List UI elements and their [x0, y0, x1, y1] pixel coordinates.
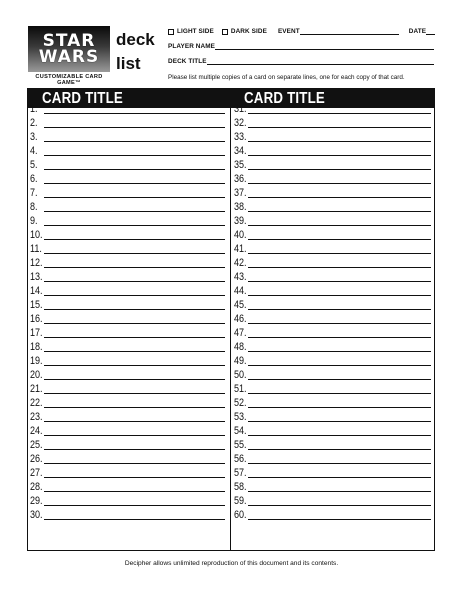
deck-title-field[interactable] — [207, 58, 434, 65]
card-title-field[interactable] — [44, 327, 225, 338]
card-line-right[interactable] — [234, 199, 431, 213]
card-line-left[interactable] — [30, 171, 225, 185]
line-number: 12. — [30, 257, 43, 269]
column-divider — [230, 108, 231, 551]
card-line-right[interactable] — [234, 339, 431, 353]
card-title-field[interactable] — [44, 117, 225, 128]
card-line-right[interactable] — [234, 353, 431, 367]
line-number: 49. — [234, 355, 247, 367]
card-title-field[interactable] — [248, 411, 431, 422]
line-number: 40. — [234, 229, 247, 241]
card-title-field[interactable] — [248, 215, 431, 226]
line-number: 14. — [30, 285, 43, 297]
player-name-field[interactable] — [215, 43, 434, 50]
card-title-field[interactable] — [248, 299, 431, 310]
card-title-field[interactable] — [44, 187, 225, 198]
card-line-right[interactable] — [234, 283, 431, 297]
line-number: 47. — [234, 327, 247, 339]
line-number: 7. — [30, 187, 38, 199]
card-line-right[interactable] — [234, 115, 431, 129]
card-line-left[interactable] — [30, 381, 225, 395]
logo-emblem — [28, 26, 110, 72]
line-number: 25. — [30, 439, 43, 451]
card-line-left[interactable] — [30, 297, 225, 311]
line-number: 27. — [30, 467, 43, 479]
card-line-left[interactable] — [30, 507, 225, 521]
date-label: DATE — [408, 28, 427, 35]
line-number: 23. — [30, 411, 43, 423]
card-line-right[interactable] — [234, 227, 431, 241]
line-number: 18. — [30, 341, 43, 353]
card-title-field[interactable] — [248, 229, 431, 240]
line-number: 52. — [234, 397, 247, 409]
line-number: 20. — [30, 369, 43, 381]
card-title-field[interactable] — [44, 103, 225, 114]
line-number: 45. — [234, 299, 247, 311]
card-line-right[interactable] — [234, 437, 431, 451]
line-number: 26. — [30, 453, 43, 465]
card-title-field[interactable] — [248, 243, 431, 254]
card-line-right[interactable] — [234, 493, 431, 507]
line-number: 5. — [30, 159, 38, 171]
card-line-left[interactable] — [30, 451, 225, 465]
card-line-left[interactable] — [30, 143, 225, 157]
page-title — [116, 28, 166, 76]
line-number: 51. — [234, 383, 247, 395]
line-number: 31. — [234, 103, 247, 115]
card-title-field[interactable] — [248, 327, 431, 338]
card-line-left[interactable] — [30, 437, 225, 451]
line-number: 13. — [30, 271, 43, 283]
card-line-right[interactable] — [234, 129, 431, 143]
line-number: 1. — [30, 103, 38, 115]
card-title-field[interactable] — [44, 355, 225, 366]
card-title-field[interactable] — [248, 257, 431, 268]
card-line-left[interactable] — [30, 227, 225, 241]
line-number: 21. — [30, 383, 43, 395]
line-number: 53. — [234, 411, 247, 423]
card-line-left[interactable] — [30, 157, 225, 171]
card-line-right[interactable] — [234, 423, 431, 437]
left-column-title: CARD TITLE — [42, 90, 123, 107]
logo-line-2: WARS — [38, 47, 100, 67]
card-line-right[interactable] — [234, 213, 431, 227]
card-title-field[interactable] — [248, 313, 431, 324]
line-number: 9. — [30, 215, 38, 227]
player-name-label: PLAYER NAME — [168, 43, 216, 50]
dark-side-checkbox[interactable] — [222, 29, 228, 35]
card-title-field[interactable] — [44, 411, 225, 422]
line-number: 58. — [234, 481, 247, 493]
line-number: 56. — [234, 453, 247, 465]
card-title-field[interactable] — [44, 509, 225, 520]
card-title-field[interactable] — [44, 131, 225, 142]
card-title-field[interactable] — [248, 509, 431, 520]
card-title-field[interactable] — [44, 439, 225, 450]
card-title-field[interactable] — [44, 173, 225, 184]
card-line-left[interactable] — [30, 367, 225, 381]
line-number: 8. — [30, 201, 38, 213]
light-side-checkbox[interactable] — [168, 29, 174, 35]
card-line-left[interactable] — [30, 129, 225, 143]
card-line-right[interactable] — [234, 311, 431, 325]
player-name-row — [168, 43, 434, 50]
card-title-field[interactable] — [248, 369, 431, 380]
footer-note: Decipher allows unlimited reproduction of this document and its contents. — [124, 560, 339, 567]
line-number: 39. — [234, 215, 247, 227]
card-title-field[interactable] — [248, 103, 431, 114]
card-title-field[interactable] — [248, 481, 431, 492]
line-number: 35. — [234, 159, 247, 171]
card-title-field[interactable] — [44, 453, 225, 464]
card-title-field[interactable] — [248, 355, 431, 366]
line-number: 32. — [234, 117, 247, 129]
card-title-field[interactable] — [44, 481, 225, 492]
card-line-right[interactable] — [234, 409, 431, 423]
deck-title-label: DECK TITLE — [168, 58, 207, 65]
card-title-field[interactable] — [44, 397, 225, 408]
card-line-right[interactable] — [234, 241, 431, 255]
event-label: EVENT — [277, 28, 300, 35]
line-number: 60. — [234, 509, 247, 521]
line-number: 48. — [234, 341, 247, 353]
card-title-field[interactable] — [44, 215, 225, 226]
card-title-field[interactable] — [248, 383, 431, 394]
line-number: 43. — [234, 271, 247, 283]
card-title-field[interactable] — [44, 285, 225, 296]
card-title-field[interactable] — [248, 467, 431, 478]
card-title-field[interactable] — [44, 495, 225, 506]
light-side-label: LIGHT SIDE — [177, 28, 214, 35]
card-line-left[interactable] — [30, 493, 225, 507]
card-line-right[interactable] — [234, 451, 431, 465]
card-title-field[interactable] — [248, 285, 431, 296]
line-number: 46. — [234, 313, 247, 325]
line-number: 22. — [30, 397, 43, 409]
side-event-row — [168, 28, 435, 35]
line-number: 3. — [30, 131, 38, 143]
card-line-left[interactable] — [30, 353, 225, 367]
line-number: 28. — [30, 481, 43, 493]
right-column-title: CARD TITLE — [244, 90, 325, 107]
card-title-field[interactable] — [44, 341, 225, 352]
card-title-field[interactable] — [248, 397, 431, 408]
card-title-field[interactable] — [248, 187, 431, 198]
card-line-left[interactable] — [30, 269, 225, 283]
card-title-field[interactable] — [248, 131, 431, 142]
line-number: 54. — [234, 425, 247, 437]
line-number: 59. — [234, 495, 247, 507]
card-line-left[interactable] — [30, 213, 225, 227]
card-line-right[interactable] — [234, 479, 431, 493]
line-number: 29. — [30, 495, 43, 507]
page-title-line-1: deck — [116, 30, 155, 49]
card-line-right[interactable] — [234, 255, 431, 269]
card-line-left[interactable] — [30, 465, 225, 479]
line-number: 17. — [30, 327, 43, 339]
card-line-left[interactable] — [30, 409, 225, 423]
card-title-field[interactable] — [44, 271, 225, 282]
card-line-right[interactable] — [234, 381, 431, 395]
deck-title-row — [168, 58, 434, 65]
card-line-right[interactable] — [234, 325, 431, 339]
card-title-field[interactable] — [44, 243, 225, 254]
card-title-field[interactable] — [248, 173, 431, 184]
card-line-left[interactable] — [30, 325, 225, 339]
line-number: 37. — [234, 187, 247, 199]
card-line-left[interactable] — [30, 423, 225, 437]
card-title-field[interactable] — [248, 341, 431, 352]
card-title-field[interactable] — [248, 159, 431, 170]
card-line-left[interactable] — [30, 339, 225, 353]
card-title-field[interactable] — [44, 299, 225, 310]
card-line-right[interactable] — [234, 101, 431, 115]
line-number: 38. — [234, 201, 247, 213]
card-title-field[interactable] — [44, 425, 225, 436]
card-title-field[interactable] — [248, 145, 431, 156]
line-number: 44. — [234, 285, 247, 297]
card-line-left[interactable] — [30, 185, 225, 199]
card-line-right[interactable] — [234, 465, 431, 479]
card-line-right[interactable] — [234, 367, 431, 381]
card-title-field[interactable] — [44, 369, 225, 380]
card-title-field[interactable] — [248, 117, 431, 128]
card-title-field[interactable] — [44, 467, 225, 478]
card-line-left[interactable] — [30, 241, 225, 255]
line-number: 4. — [30, 145, 38, 157]
card-title-field[interactable] — [44, 201, 225, 212]
card-title-field[interactable] — [248, 425, 431, 436]
line-number: 50. — [234, 369, 247, 381]
instruction-note: Please list multiple copies of a card on separate lines, one for each copy of that card. — [168, 74, 405, 81]
card-line-right[interactable] — [234, 507, 431, 521]
logo-line-1: STAR — [42, 31, 96, 51]
dark-side-label: DARK SIDE — [230, 28, 267, 35]
card-line-left[interactable] — [30, 283, 225, 297]
card-title-field[interactable] — [248, 453, 431, 464]
card-line-left[interactable] — [30, 479, 225, 493]
card-title-field[interactable] — [44, 313, 225, 324]
card-list-table — [27, 88, 435, 551]
card-title-field[interactable] — [44, 159, 225, 170]
card-title-field[interactable] — [248, 495, 431, 506]
card-line-left[interactable] — [30, 255, 225, 269]
card-line-right[interactable] — [234, 185, 431, 199]
card-line-right[interactable] — [234, 297, 431, 311]
card-title-field[interactable] — [248, 271, 431, 282]
card-line-left[interactable] — [30, 199, 225, 213]
line-number: 11. — [30, 243, 42, 255]
star-wars-logo — [28, 26, 110, 84]
line-number: 57. — [234, 467, 247, 479]
card-title-field[interactable] — [44, 383, 225, 394]
card-line-right[interactable] — [234, 395, 431, 409]
line-number: 2. — [30, 117, 38, 129]
line-number: 30. — [30, 509, 43, 521]
line-number: 33. — [234, 131, 247, 143]
card-line-right[interactable] — [234, 269, 431, 283]
line-number: 36. — [234, 173, 247, 185]
date-field[interactable] — [426, 28, 435, 35]
line-number: 34. — [234, 145, 247, 157]
card-title-field[interactable] — [44, 229, 225, 240]
page-title-line-2: list — [116, 54, 141, 73]
line-number: 24. — [30, 425, 43, 437]
card-title-field[interactable] — [44, 145, 225, 156]
line-number: 41. — [234, 243, 247, 255]
card-line-right[interactable] — [234, 171, 431, 185]
line-number: 55. — [234, 439, 247, 451]
card-line-left[interactable] — [30, 101, 225, 115]
card-line-left[interactable] — [30, 395, 225, 409]
logo-subtitle: CUSTOMIZABLE CARD GAME™ — [35, 74, 103, 86]
line-number: 19. — [30, 355, 43, 367]
card-title-field[interactable] — [248, 439, 431, 450]
line-number: 6. — [30, 173, 38, 185]
card-line-right[interactable] — [234, 157, 431, 171]
card-title-field[interactable] — [44, 257, 225, 268]
card-line-right[interactable] — [234, 143, 431, 157]
event-field[interactable] — [300, 28, 399, 35]
line-number: 42. — [234, 257, 247, 269]
card-title-field[interactable] — [248, 201, 431, 212]
card-line-left[interactable] — [30, 115, 225, 129]
line-number: 15. — [30, 299, 43, 311]
line-number: 10. — [30, 229, 43, 241]
card-line-left[interactable] — [30, 311, 225, 325]
line-number: 16. — [30, 313, 43, 325]
